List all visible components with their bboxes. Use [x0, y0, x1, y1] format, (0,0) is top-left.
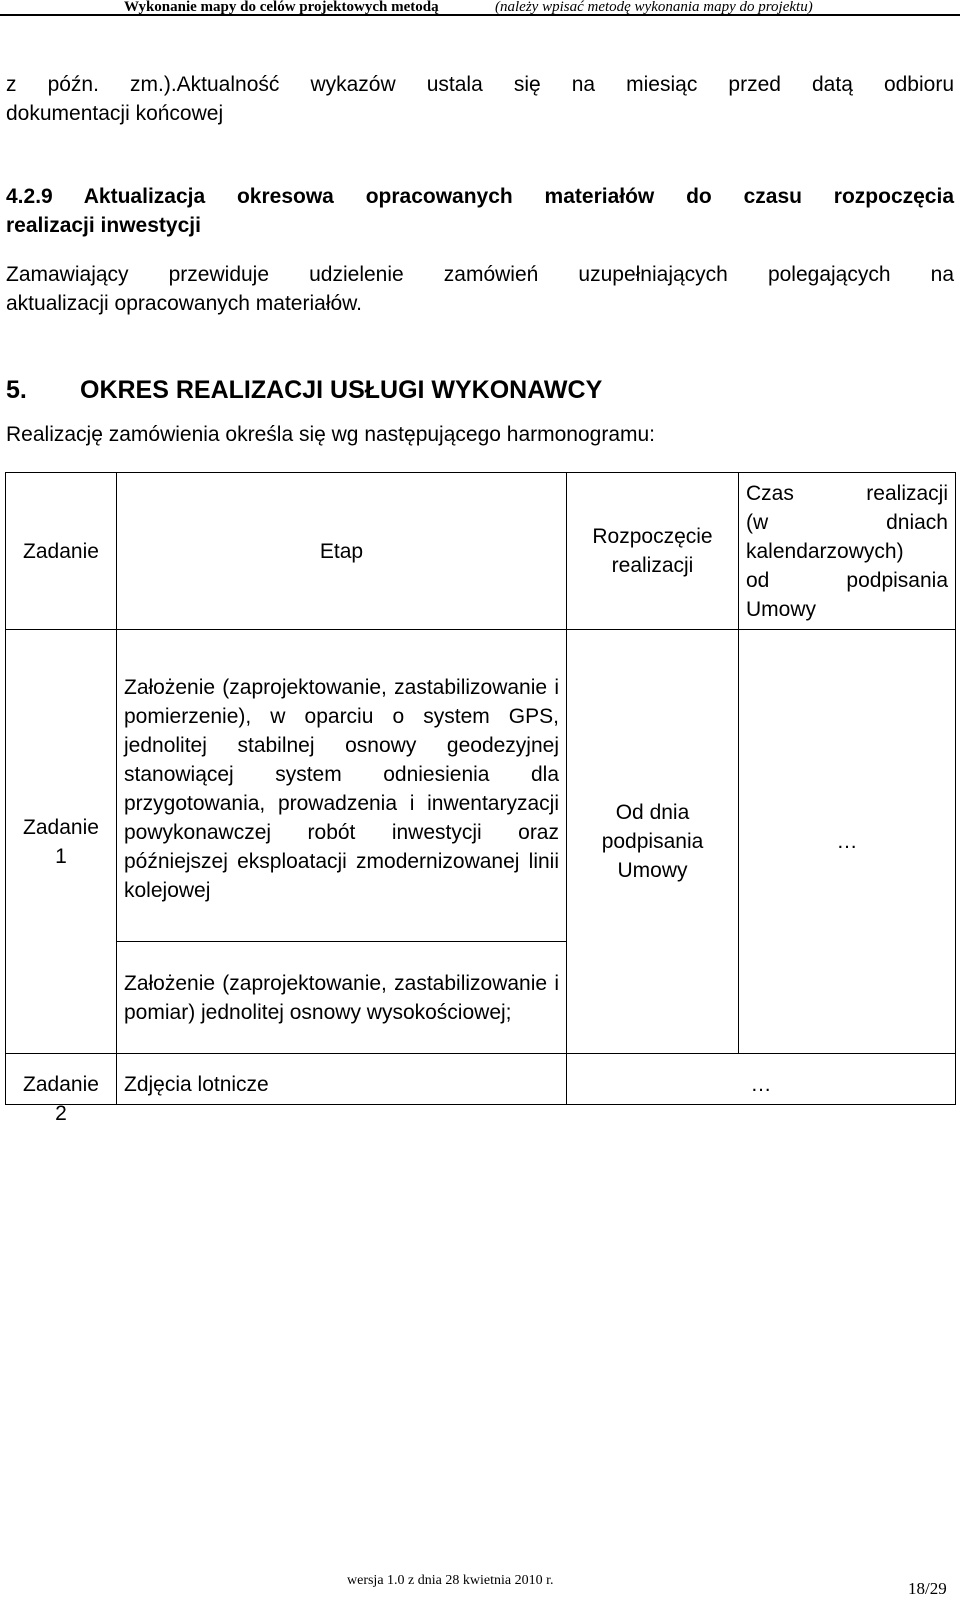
row-2-zadanie — [6, 1054, 117, 1125]
section-5-title: OKRES REALIZACJI USŁUGI WYKONAWCY — [80, 376, 603, 404]
header-czas — [739, 473, 956, 630]
header-czas-line-2: (w dniach — [746, 510, 948, 534]
section-429-body-line-1: Zamawiający przewiduje udzielenie zamówień uzupełniających polegających na — [6, 263, 954, 286]
header-rule — [0, 14, 960, 16]
row-2-zadanie-clip — [13, 1070, 109, 1125]
row-2-etap: Zdjęcia lotnicze — [117, 1054, 567, 1105]
header-title: Wykonanie mapy do celów projektowych metodą — [124, 0, 439, 15]
row-1-zadanie — [6, 630, 117, 1054]
header-czas-line-3: kalendarzowych) — [746, 539, 904, 563]
header-method-note: (należy wpisać metodę wykonania mapy do projektu) — [495, 0, 813, 15]
header-czas-line-4: od podpisania — [746, 568, 948, 592]
row-1-etap-1: Założenie (zaprojektowanie, zastabilizowanie i pomierzenie), w oparciu o system GPS, jednolitej stabilnej osnowy geodezyjnej stanowiącej system odniesienia dla przygotowania, prowadzenia i inwentaryzacji powykonawczej robót inwestycji oraz późniejszej eksploatacji zmodernizowanej linii kolejowej — [117, 630, 567, 942]
section-429-heading-line-2: realizacji inwestycji — [6, 214, 201, 237]
footer-version: wersja 1.0 z dnia 28 kwietnia 2010 r. — [347, 1573, 554, 1588]
section-429-heading-line-1: 4.2.9 Aktualizacja okresowa opracowanych materiałów do czasu rozpoczęcia — [6, 185, 954, 208]
row-1-start: Od dnia podpisania Umowy — [567, 630, 739, 1054]
row-1-czas: … — [739, 630, 956, 1054]
row-1-zadanie-line-1: Zadanie — [23, 815, 99, 839]
row-2-zadanie-line-2: 2 — [55, 1102, 67, 1125]
table-header-row — [6, 473, 956, 630]
header-start: Rozpoczęcie realizacji — [567, 473, 739, 630]
row-2-czas: … — [567, 1054, 956, 1105]
schedule-table — [5, 472, 956, 1125]
page-cutoff-blank — [0, 1128, 960, 1600]
header-zadanie: Zadanie — [6, 473, 117, 630]
header-czas-line-5: Umowy — [746, 597, 817, 621]
section-5-intro: Realizację zamówienia określa się wg następującego harmonogramu: — [6, 423, 656, 446]
section-429-body-line-2: aktualizacji opracowanych materiałów. — [6, 292, 363, 315]
footer-page-number: 18/29 — [908, 1579, 947, 1598]
header-czas-line-1: Czas realizacji — [746, 481, 948, 505]
intro-line-2: dokumentacji końcowej — [6, 102, 224, 125]
section-5-heading — [6, 375, 602, 405]
row-2-zadanie-line-1: Zadanie — [23, 1073, 99, 1096]
row-1-zadanie-line-2: 1 — [55, 844, 67, 868]
table-row — [6, 1054, 956, 1105]
table-row — [6, 630, 956, 942]
header-etap: Etap — [117, 473, 567, 630]
section-5-number: 5. — [6, 376, 27, 404]
intro-line-1: z późn. zm.).Aktualność wykazów ustala się na miesiąc przed datą odbioru — [6, 73, 954, 96]
row-1-etap-2: Założenie (zaprojektowanie, zastabilizowanie i pomiar) jednolitej osnowy wysokościowej; — [117, 942, 567, 1054]
